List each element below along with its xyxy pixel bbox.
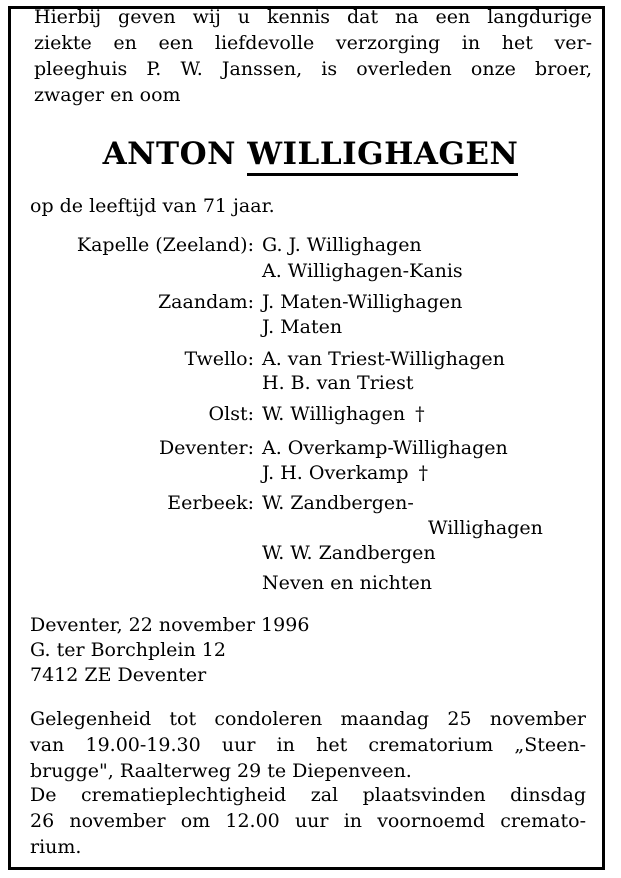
dagger-icon: † bbox=[415, 403, 425, 425]
person-name: J. H. Overkamp bbox=[262, 462, 409, 484]
deceased-first-name: ANTON bbox=[102, 136, 236, 172]
family-person: H. B. van Triest bbox=[262, 372, 414, 394]
condolence-line: Gelegenheid tot condoleren maandag 25 november bbox=[30, 708, 586, 730]
family-person: W. Zandbergen- bbox=[262, 492, 414, 514]
address-street: G. ter Borchplein 12 bbox=[30, 639, 226, 661]
ceremony-paragraph bbox=[30, 782, 586, 860]
intro-line: zwager en oom bbox=[34, 84, 181, 106]
family-person bbox=[262, 401, 425, 427]
ceremony-line: 26 november om 12.00 uur in voornoemd cremato- bbox=[30, 810, 586, 832]
intro-paragraph bbox=[34, 4, 592, 108]
condolence-line: van 19.00-19.30 uur in het crematorium „Steen- bbox=[30, 734, 586, 756]
family-place: Twello: bbox=[184, 348, 254, 370]
address-city-date: Deventer, 22 november 1996 bbox=[30, 614, 310, 636]
family-person: A. Overkamp-Willighagen bbox=[262, 437, 508, 459]
intro-line: ziekte en een liefdevolle verzorging in het ver- bbox=[34, 32, 592, 54]
intro-line: pleeghuis P. W. Janssen, is overleden onze broer, bbox=[34, 58, 592, 80]
ceremony-line: De crematieplechtigheid zal plaatsvinden dinsdag bbox=[30, 784, 586, 806]
deceased-surname: WILLIGHAGEN bbox=[247, 136, 518, 176]
deceased-name bbox=[0, 136, 621, 172]
family-place: Olst: bbox=[208, 403, 254, 425]
dagger-icon: † bbox=[418, 462, 429, 484]
family-place: Zaandam: bbox=[157, 291, 254, 313]
ceremony-line: rium. bbox=[30, 836, 82, 858]
family-person: A. Willighagen-Kanis bbox=[262, 260, 463, 282]
person-name: W. Willighagen bbox=[262, 403, 406, 425]
family-place: Eerbeek: bbox=[167, 492, 254, 514]
family-person: A. van Triest-Willighagen bbox=[262, 348, 505, 370]
family-person: Willighagen bbox=[428, 517, 543, 539]
condolence-paragraph bbox=[30, 706, 586, 784]
family-person: J. Maten bbox=[262, 316, 343, 338]
family-person: G. J. Willighagen bbox=[262, 234, 422, 256]
intro-line: Hierbij geven wij u kennis dat na een langdurige bbox=[34, 6, 592, 28]
closing-family: Neven en nichten bbox=[262, 572, 432, 594]
address-postal: 7412 ZE Deventer bbox=[30, 664, 207, 686]
family-person bbox=[262, 460, 428, 486]
age-line: op de leeftijd van 71 jaar. bbox=[30, 195, 275, 217]
condolence-line: brugge", Raalterweg 29 te Diepenveen. bbox=[30, 760, 412, 782]
family-person: J. Maten-Willighagen bbox=[262, 291, 463, 313]
family-place: Kapelle (Zeeland): bbox=[76, 234, 254, 256]
family-person: W. W. Zandbergen bbox=[262, 542, 436, 564]
family-place: Deventer: bbox=[158, 437, 254, 459]
